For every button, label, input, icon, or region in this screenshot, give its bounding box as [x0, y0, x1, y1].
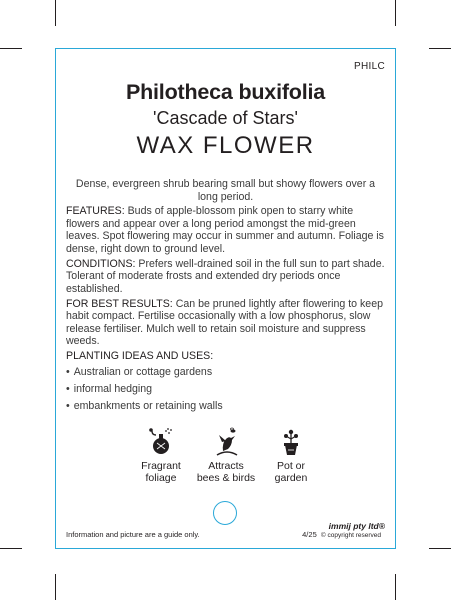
features-text: Buds of apple-blossom pink open to starry white flowers and appear over a long period amongst the mid-green leaves. Spot flowering may occur in summer and autumn. Foliage is dense, right down to ground level.	[66, 205, 384, 255]
hang-hole-circle	[213, 501, 237, 525]
perfume-bottle-icon	[146, 427, 176, 457]
feature-icons	[126, 427, 326, 487]
conditions-paragraph	[66, 258, 387, 296]
best-results-text: Can be pruned lightly after flowering to keep habit compact. Fertilise occasionally with a low phosphorus, slow release fertiliser. Mulch well to retain soil moisture and suppress weeds.	[66, 297, 383, 347]
feature-pot-garden	[256, 427, 326, 484]
crop-mark	[55, 0, 56, 26]
features-paragraph	[66, 205, 387, 255]
features-label: FEATURES:	[66, 205, 125, 217]
crop-mark	[55, 574, 56, 600]
edition-copyright	[302, 530, 381, 539]
list-item: • embankments or retaining walls	[66, 400, 387, 413]
edition: 4/25	[302, 530, 317, 539]
conditions-text: Prefers well-drained soil in the full sun to part shade. Tolerant of moderate frosts and extended dry periods once established.	[66, 257, 385, 295]
plant-label-card	[55, 48, 396, 549]
feature-caption: Attracts bees & birds	[196, 460, 256, 484]
description-body	[66, 205, 387, 417]
botanical-name: Philotheca buxifolia	[125, 80, 326, 104]
feature-caption: Fragrant foliage	[141, 460, 181, 484]
pot-plant-icon	[276, 427, 306, 457]
product-code: PHILC	[354, 61, 385, 72]
crop-mark	[0, 48, 22, 49]
planting-heading: PLANTING IDEAS AND USES:	[66, 350, 214, 362]
crop-mark	[0, 548, 22, 549]
crop-mark	[395, 574, 396, 600]
list-item: • informal hedging	[66, 383, 387, 396]
crop-mark	[429, 548, 451, 549]
feature-caption: Pot or garden	[274, 460, 308, 484]
crop-mark	[395, 0, 396, 26]
conditions-label: CONDITIONS:	[66, 257, 136, 270]
list-item: • Australian or cottage gardens	[66, 366, 387, 379]
common-name: WAX FLOWER	[136, 132, 315, 159]
cultivar-name: 'Cascade of Stars'	[153, 108, 298, 128]
best-results-paragraph	[66, 298, 387, 348]
feature-attracts	[191, 427, 261, 484]
best-results-label: FOR BEST RESULTS:	[66, 297, 173, 310]
bee-bird-icon	[211, 427, 241, 457]
disclaimer: Information and picture are a guide only.	[66, 530, 200, 539]
intro-text: Dense, evergreen shrub bearing small but showy flowers over a long period.	[75, 178, 376, 203]
feature-fragrant	[126, 427, 196, 484]
crop-mark	[429, 48, 451, 49]
planting-list	[66, 366, 387, 413]
copyright: © copyright reserved	[320, 532, 381, 539]
brand-logo: immij pty ltd®	[328, 521, 385, 531]
